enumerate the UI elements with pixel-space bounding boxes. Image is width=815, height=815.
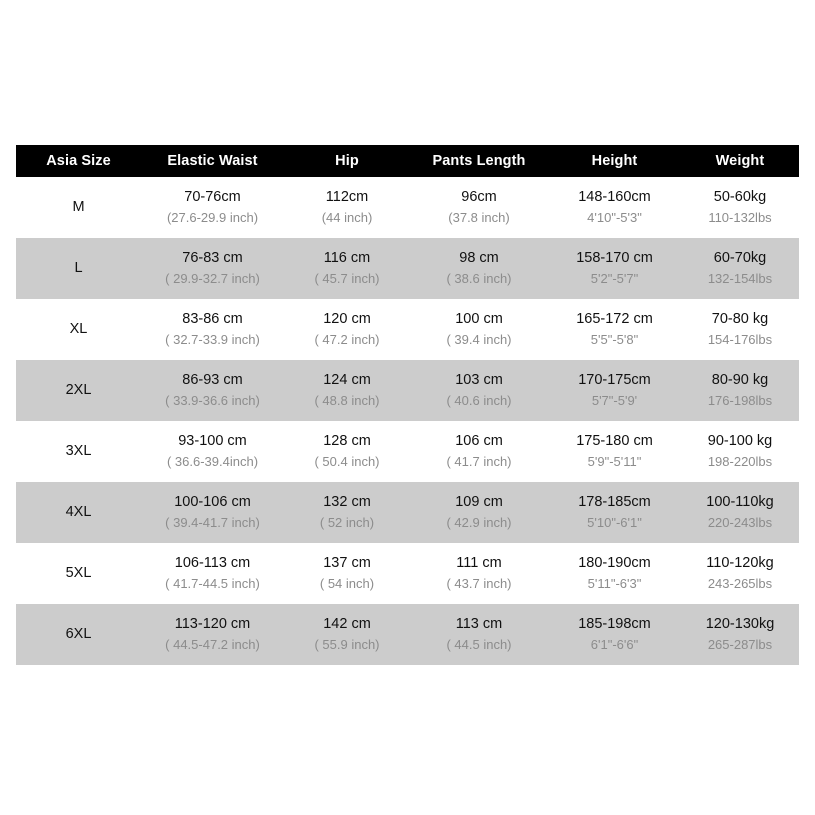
- value-kg: 60-70kg: [713, 250, 767, 267]
- cell-hip: [284, 604, 410, 665]
- value-cm: 100 cm: [455, 311, 503, 328]
- cell-hip: [284, 360, 410, 421]
- table-body: [16, 177, 799, 665]
- cell-height: [548, 604, 681, 665]
- column-header-weight: Weight: [681, 145, 799, 177]
- cell-size: [16, 604, 141, 665]
- cell-weight: [681, 238, 799, 299]
- value-cm: 76-83 cm: [182, 250, 243, 267]
- cell-pants-length: [410, 543, 548, 604]
- cell-hip: [284, 421, 410, 482]
- cell-elastic-waist: [141, 543, 284, 604]
- value-cm: 83-86 cm: [182, 311, 243, 328]
- table-row: [16, 299, 799, 360]
- value-kg: 50-60kg: [713, 189, 767, 206]
- value-cm: 106-113 cm: [174, 555, 251, 572]
- value-lbs: 154-176lbs: [707, 332, 773, 347]
- value-lbs: 176-198lbs: [707, 393, 773, 408]
- cell-weight: [681, 543, 799, 604]
- value-inch: ( 39.4-41.7 inch): [165, 515, 260, 530]
- cell-height: [548, 360, 681, 421]
- cell-weight: [681, 299, 799, 360]
- value-feet: 5'11"-6'3": [587, 576, 642, 591]
- value-inch: (27.6-29.9 inch): [166, 210, 259, 225]
- cell-height: [548, 543, 681, 604]
- value-lbs: 132-154lbs: [707, 271, 773, 286]
- size-label: 2XL: [65, 381, 92, 398]
- cell-pants-length: [410, 177, 548, 238]
- cell-pants-length: [410, 360, 548, 421]
- cell-hip: [284, 238, 410, 299]
- value-inch: ( 45.7 inch): [314, 271, 380, 286]
- cell-pants-length: [410, 421, 548, 482]
- cell-weight: [681, 604, 799, 665]
- cell-size: [16, 360, 141, 421]
- value-cm: 170-175cm: [578, 372, 651, 389]
- cell-pants-length: [410, 299, 548, 360]
- cell-hip: [284, 177, 410, 238]
- value-inch: ( 36.6-39.4inch): [166, 454, 259, 469]
- column-header-elastic-waist: Elastic Waist: [141, 145, 284, 177]
- value-cm: 111 cm: [456, 555, 502, 572]
- value-inch: ( 52 inch): [319, 515, 375, 530]
- table-row: [16, 421, 799, 482]
- value-cm: 109 cm: [455, 494, 503, 511]
- cell-height: [548, 299, 681, 360]
- value-kg: 80-90 kg: [711, 372, 769, 389]
- cell-height: [548, 482, 681, 543]
- value-inch: ( 54 inch): [319, 576, 375, 591]
- cell-hip: [284, 482, 410, 543]
- value-kg: 90-100 kg: [707, 433, 773, 450]
- value-kg: 120-130kg: [705, 616, 775, 633]
- value-cm: 103 cm: [455, 372, 503, 389]
- size-label: M: [72, 198, 85, 215]
- value-cm: 100-106 cm: [174, 494, 251, 511]
- value-inch: (44 inch): [321, 210, 373, 225]
- value-cm: 93-100 cm: [178, 433, 247, 450]
- value-inch: ( 48.8 inch): [314, 393, 380, 408]
- cell-elastic-waist: [141, 482, 284, 543]
- size-label: 5XL: [65, 564, 92, 581]
- value-inch: ( 32.7-33.9 inch): [165, 332, 260, 347]
- cell-height: [548, 177, 681, 238]
- value-cm: 165-172 cm: [576, 311, 653, 328]
- value-inch: ( 29.9-32.7 inch): [165, 271, 260, 286]
- value-cm: 178-185cm: [578, 494, 651, 511]
- value-lbs: 220-243lbs: [707, 515, 773, 530]
- cell-elastic-waist: [141, 604, 284, 665]
- table-row: [16, 543, 799, 604]
- value-cm: 98 cm: [459, 250, 499, 267]
- value-cm: 180-190cm: [578, 555, 651, 572]
- cell-pants-length: [410, 238, 548, 299]
- value-kg: 70-80 kg: [711, 311, 769, 328]
- cell-elastic-waist: [141, 177, 284, 238]
- value-inch: ( 44.5-47.2 inch): [165, 637, 260, 652]
- cell-pants-length: [410, 604, 548, 665]
- value-feet: 5'10"-6'1": [587, 515, 642, 530]
- column-header-height: Height: [548, 145, 681, 177]
- cell-size: [16, 299, 141, 360]
- cell-weight: [681, 482, 799, 543]
- value-cm: 120 cm: [323, 311, 371, 328]
- cell-size: [16, 238, 141, 299]
- table-header: [16, 145, 799, 177]
- cell-elastic-waist: [141, 421, 284, 482]
- value-cm: 185-198cm: [578, 616, 651, 633]
- value-cm: 96cm: [461, 189, 497, 206]
- value-inch: ( 33.9-36.6 inch): [165, 393, 260, 408]
- value-cm: 142 cm: [323, 616, 371, 633]
- cell-height: [548, 421, 681, 482]
- value-inch: ( 39.4 inch): [446, 332, 512, 347]
- value-cm: 116 cm: [323, 250, 371, 267]
- size-label: 3XL: [65, 442, 92, 459]
- value-cm: 148-160cm: [578, 189, 651, 206]
- cell-hip: [284, 299, 410, 360]
- value-cm: 113-120 cm: [174, 616, 251, 633]
- cell-weight: [681, 177, 799, 238]
- size-chart-container: [16, 145, 799, 665]
- value-kg: 110-120kg: [706, 555, 774, 572]
- size-chart-table: [16, 145, 799, 665]
- size-label: XL: [69, 320, 88, 337]
- cell-elastic-waist: [141, 360, 284, 421]
- value-inch: ( 44.5 inch): [446, 637, 512, 652]
- value-cm: 124 cm: [323, 372, 371, 389]
- value-feet: 5'9"-5'11": [587, 454, 642, 469]
- value-inch: (37.8 inch): [448, 210, 510, 225]
- cell-size: [16, 482, 141, 543]
- value-inch: ( 50.4 inch): [314, 454, 380, 469]
- value-lbs: 265-287lbs: [707, 637, 773, 652]
- cell-pants-length: [410, 482, 548, 543]
- column-header-hip: Hip: [284, 145, 410, 177]
- table-row: [16, 360, 799, 421]
- value-cm: 128 cm: [323, 433, 371, 450]
- cell-height: [548, 238, 681, 299]
- value-cm: 106 cm: [455, 433, 503, 450]
- value-kg: 100-110kg: [706, 494, 774, 511]
- value-feet: 6'1"-6'6": [590, 637, 639, 652]
- table-row: [16, 482, 799, 543]
- value-cm: 113 cm: [455, 616, 503, 633]
- value-feet: 4'10"-5'3": [587, 210, 642, 225]
- size-label: 6XL: [65, 625, 92, 642]
- cell-hip: [284, 543, 410, 604]
- cell-size: [16, 421, 141, 482]
- value-lbs: 110-132lbs: [708, 210, 772, 225]
- value-inch: ( 47.2 inch): [314, 332, 380, 347]
- value-cm: 112cm: [325, 189, 369, 206]
- column-header-asia-size: Asia Size: [16, 145, 141, 177]
- value-cm: 137 cm: [323, 555, 371, 572]
- value-feet: 5'2"-5'7": [590, 271, 639, 286]
- cell-size: [16, 177, 141, 238]
- value-inch: ( 42.9 inch): [446, 515, 512, 530]
- value-cm: 132 cm: [323, 494, 371, 511]
- value-cm: 86-93 cm: [182, 372, 243, 389]
- table-row: [16, 177, 799, 238]
- cell-elastic-waist: [141, 299, 284, 360]
- cell-weight: [681, 360, 799, 421]
- cell-weight: [681, 421, 799, 482]
- table-row: [16, 238, 799, 299]
- value-inch: ( 41.7 inch): [446, 454, 512, 469]
- value-inch: ( 38.6 inch): [446, 271, 512, 286]
- value-inch: ( 40.6 inch): [446, 393, 512, 408]
- size-label: L: [74, 259, 83, 276]
- cell-size: [16, 543, 141, 604]
- value-inch: ( 41.7-44.5 inch): [165, 576, 260, 591]
- value-inch: ( 43.7 inch): [446, 576, 512, 591]
- value-cm: 158-170 cm: [576, 250, 653, 267]
- value-cm: 70-76cm: [184, 189, 241, 206]
- value-cm: 175-180 cm: [576, 433, 653, 450]
- cell-elastic-waist: [141, 238, 284, 299]
- value-feet: 5'5"-5'8": [590, 332, 639, 347]
- value-lbs: 198-220lbs: [707, 454, 773, 469]
- value-inch: ( 55.9 inch): [314, 637, 380, 652]
- table-row: [16, 604, 799, 665]
- table-header-row: [16, 145, 799, 177]
- value-feet: 5'7"-5'9': [591, 393, 638, 408]
- value-lbs: 243-265lbs: [707, 576, 773, 591]
- size-label: 4XL: [65, 503, 92, 520]
- column-header-pants-length: Pants Length: [410, 145, 548, 177]
